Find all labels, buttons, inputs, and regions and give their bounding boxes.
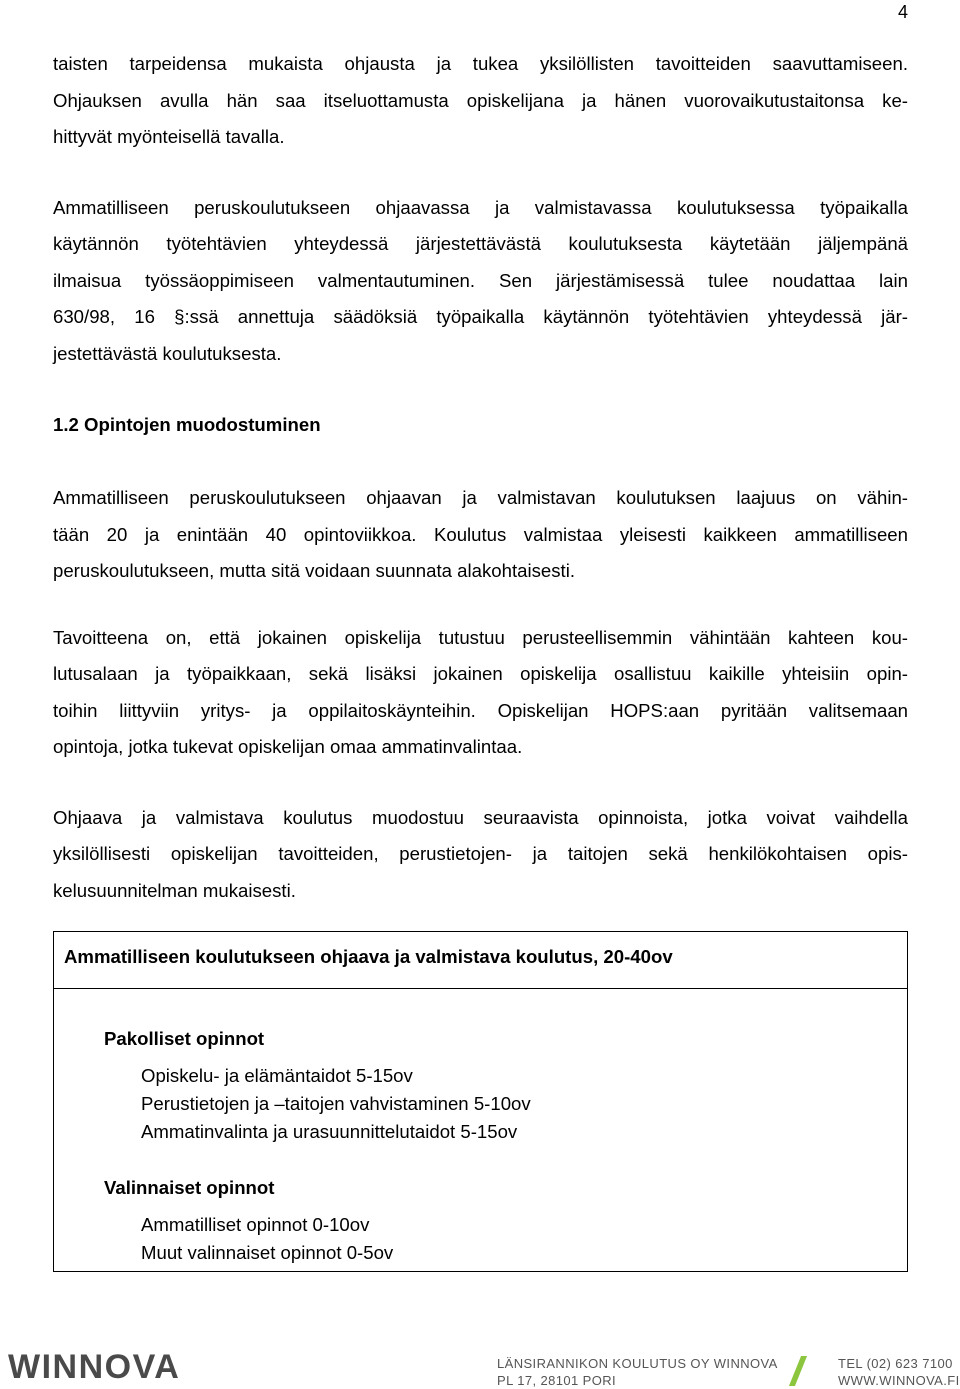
text-line: hittyvät myönteisellä tavalla. [53,126,285,147]
page-footer [0,1328,960,1389]
document-body [53,46,908,909]
company-name: LÄNSIRANNIKON KOULUTUS OY WINNOVA [497,1356,778,1371]
contact-info [838,1355,960,1389]
section-heading: 1.2 Opintojen muodostuminen [53,414,321,435]
text-line: Ohjaava ja valmistava koulutus muodostuu seuraavista opinnoista, jotka voivat vaihdella [53,806,908,828]
text-line: Ammatilliseen peruskoulutukseen ohjaavan ja valmistavan koulutuksen laajuus on vähin- [53,487,908,508]
text-line: ilmaisua työssäoppimiseen valmentautuminen. Sen järjestämisessä tulee noudattaa lain [53,269,908,291]
winnova-logo [8,1348,180,1387]
text-line: taisten tarpeidensa mukaista ohjausta ja tukea yksilöllisten tavoitteiden saavuttamiseen. [53,53,908,74]
text-line: kelusuunnitelman mukaisesti. [53,879,296,901]
curriculum-table [53,931,908,1272]
postal-address: PL 17, 28101 PORI [497,1373,617,1388]
text-line: Ohjauksen avulla hän saa itseluottamusta opiskelijana ja hänen vuorovaikutustaitonsa ke- [53,89,908,111]
optional-study-item: Ammatilliset opinnot 0-10ov [141,1214,370,1235]
text-line: tään 20 ja enintään 40 opintoviikkoa. Koulutus valmistaa yleisesti kaikkeen ammatilliseen [53,523,908,545]
slash-divider-icon [789,1356,807,1386]
text-line: 630/98, 16 §:ssä annettuja säädöksiä työpaikalla käytännön työtehtävien yhteydessä jär- [53,306,908,327]
company-address [497,1355,778,1389]
text-line: Tavoitteena on, että jokainen opiskelija tutustuu perusteellisemmin vähintään kahteen kou- [53,626,908,648]
paragraph-5 [53,800,908,910]
optional-study-item: Muut valinnaiset opinnot 0-5ov [141,1242,394,1263]
text-line: toihin liittyviin yritys- ja oppilaitoskäynteihin. Opiskelijan HOPS:aan pyritään valitsemaan [53,699,908,721]
curriculum-table-title: Ammatilliseen koulutukseen ohjaava ja valmistava koulutus, 20-40ov [54,932,907,989]
mandatory-study-item: Perustietojen ja –taitojen vahvistaminen 5-10ov [141,1093,531,1114]
text-line: jestettävästä koulutuksesta. [53,342,282,364]
text-line: peruskoulutukseen, mutta sitä voidaan suunnata alakohtaisesti. [53,560,575,581]
optional-studies-title: Valinnaiset opinnot [104,1177,275,1198]
logo-text: WINNOVA [8,1348,181,1386]
text-line: käytännön työtehtävien yhteydessä järjestettävästä koulutuksesta käytetään jäljempänä [53,233,908,254]
paragraph-3 [53,480,908,590]
mandatory-study-item: Ammatinvalinta ja urasuunnittelutaidot 5-15ov [141,1121,518,1142]
phone-number: TEL (02) 623 7100 [838,1356,953,1371]
paragraph-4 [53,620,908,766]
paragraph-1 [53,46,908,156]
text-line: opintoja, jotka tukevat opiskelijan omaa ammatinvalintaa. [53,736,523,757]
mandatory-study-item: Opiskelu- ja elämäntaidot 5-15ov [141,1065,413,1086]
website-link[interactable]: WWW.WINNOVA.FI [838,1373,960,1388]
mandatory-studies-title: Pakolliset opinnot [104,1028,265,1049]
paragraph-2 [53,190,908,373]
text-line: lutusalaan ja työpaikkaan, sekä lisäksi jokainen opiskelija osallistuu kaikille yhteisiin opin- [53,663,908,684]
page-number: 4 [897,2,908,22]
text-line: Ammatilliseen peruskoulutukseen ohjaavassa ja valmistavassa koulutuksessa työpaikalla [53,196,908,218]
text-line: yksilöllisesti opiskelijan tavoitteiden, perustietojen- ja taitojen sekä henkilökohtaisen opis- [53,843,908,864]
